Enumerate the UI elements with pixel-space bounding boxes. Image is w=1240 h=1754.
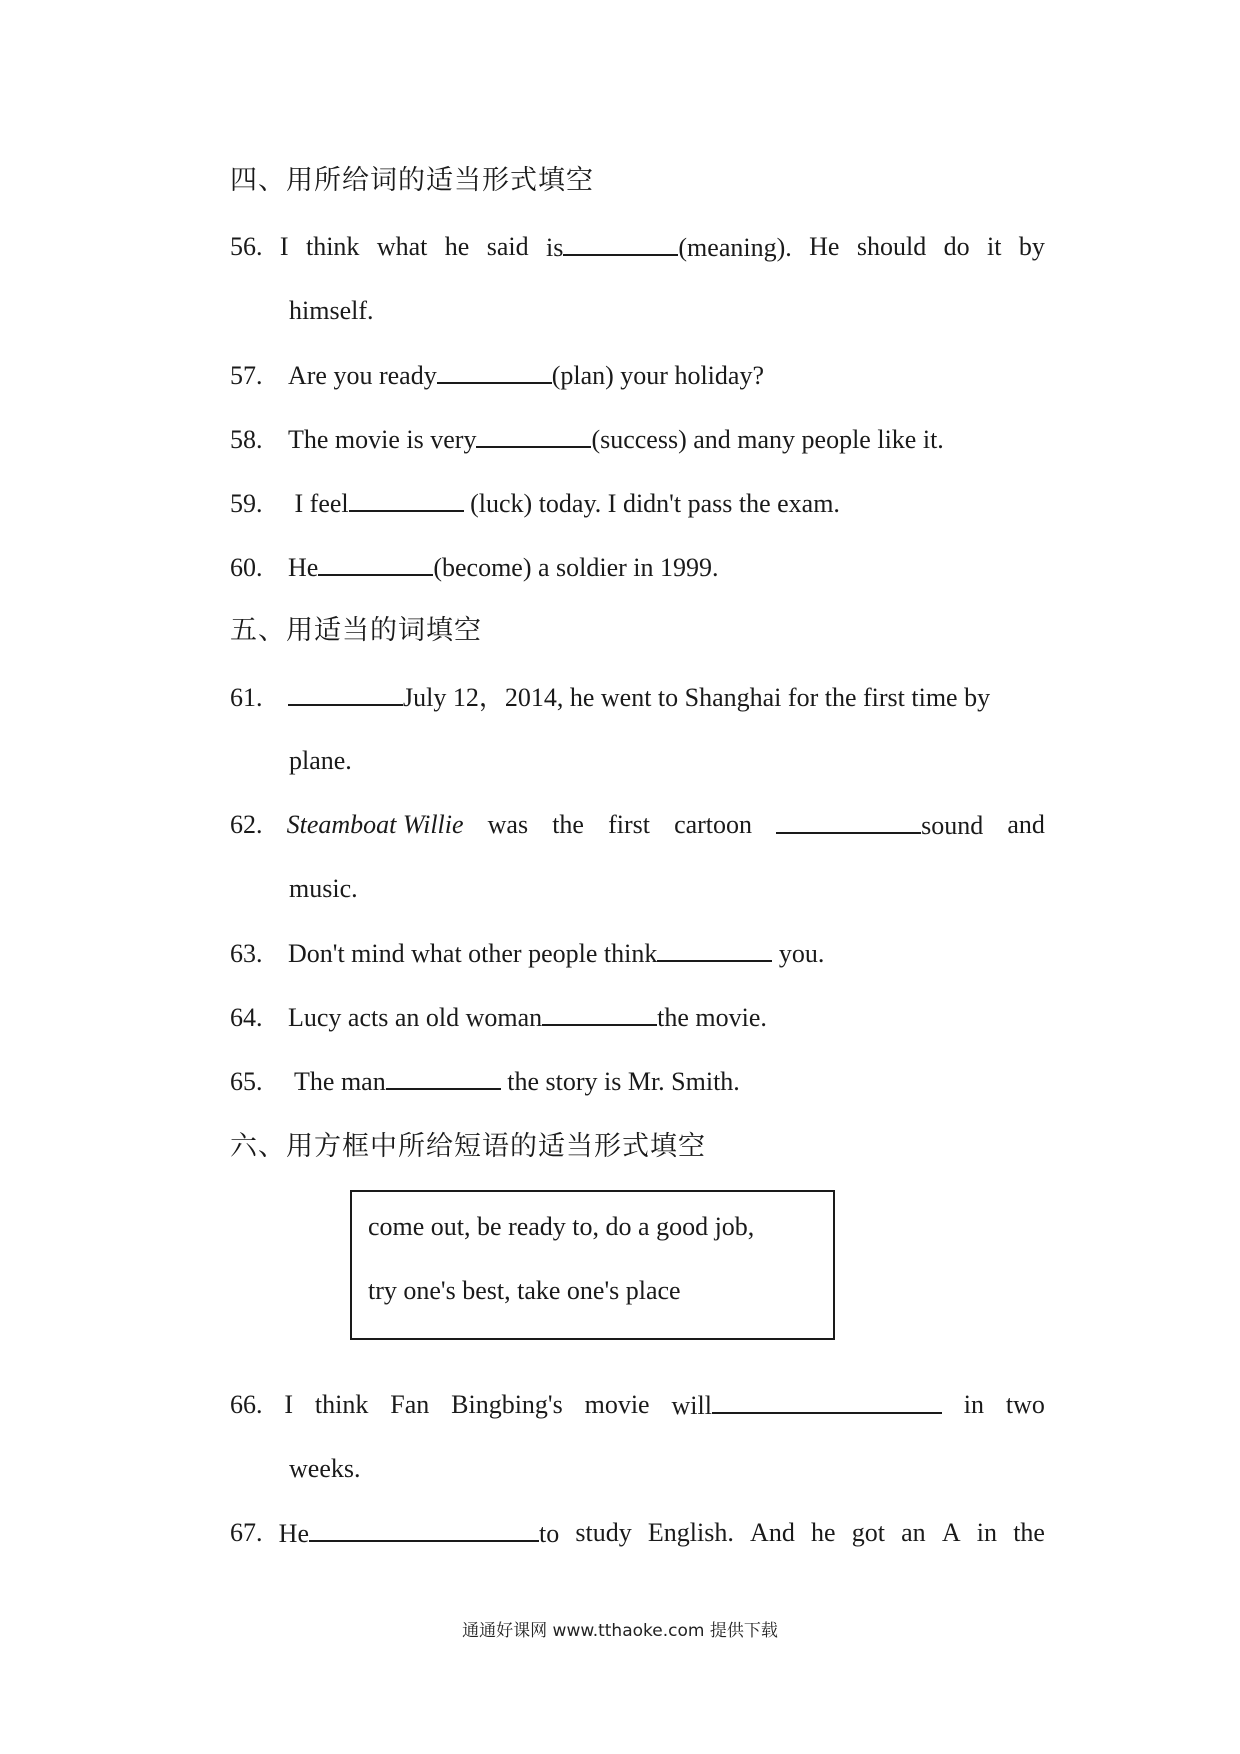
answer-blank[interactable] (712, 1388, 942, 1414)
question-65: 65. The man the story is Mr. Smith. (230, 1064, 740, 1099)
answer-blank[interactable] (776, 808, 921, 834)
question-number: 58. (230, 425, 263, 454)
question-number: 65. (230, 1067, 263, 1096)
question-67: 67. He to study English. And he got an A in the (230, 1516, 1045, 1551)
question-57: 57. Are you ready (plan) your holiday? (230, 358, 764, 393)
answer-blank[interactable] (437, 358, 552, 384)
section-heading-six: 六、用方框中所给短语的适当形式填空 (230, 1131, 706, 1162)
section-heading-four: 四、用所给词的适当形式填空 (230, 165, 594, 196)
question-64: 64. Lucy acts an old woman the movie. (230, 1000, 767, 1035)
question-58: 58. The movie is very (success) and many people like it. (230, 422, 944, 457)
question-63: 63. Don't mind what other people think you. (230, 936, 824, 971)
question-number: 56. (230, 232, 263, 261)
question-66-continuation: weeks. (289, 1454, 361, 1483)
answer-blank[interactable] (288, 680, 403, 706)
question-number: 66. (230, 1390, 263, 1419)
answer-blank[interactable] (542, 1000, 657, 1026)
question-number: 57. (230, 361, 263, 390)
answer-blank[interactable] (349, 486, 464, 512)
cartoon-title: Steamboat Willie (286, 810, 464, 839)
phrase-box (350, 1190, 835, 1340)
phrase-box-line-2: try one's best, take one's place (368, 1276, 681, 1305)
question-59: 59. I feel (luck) today. I didn't pass the exam. (230, 486, 840, 521)
question-number: 64. (230, 1003, 263, 1032)
answer-blank[interactable] (563, 230, 678, 256)
phrase-box-line-1: come out, be ready to, do a good job, (368, 1212, 755, 1241)
question-56-continuation: himself. (289, 296, 374, 325)
download-footer: 通通好课网 www.tthaoke.com 提供下载 (462, 1621, 778, 1641)
question-66: 66. I think Fan Bingbing's movie will in two (230, 1388, 1045, 1423)
question-number: 61. (230, 683, 263, 712)
answer-blank[interactable] (476, 422, 591, 448)
answer-blank[interactable] (657, 936, 772, 962)
answer-blank[interactable] (386, 1064, 501, 1090)
section-heading-five: 五、用适当的词填空 (230, 615, 482, 646)
answer-blank[interactable] (318, 550, 433, 576)
question-number: 63. (230, 939, 263, 968)
question-56: 56. I think what he said is (meaning). He should do it by (230, 230, 1045, 265)
answer-blank[interactable] (309, 1516, 539, 1542)
question-number: 59. (230, 489, 263, 518)
question-61: 61. July 12，2014, he went to Shanghai for the first time by (230, 680, 990, 715)
question-number: 60. (230, 553, 263, 582)
question-61-continuation: plane. (289, 746, 352, 775)
question-60: 60. He (become) a soldier in 1999. (230, 550, 719, 585)
question-number: 62. (230, 810, 263, 839)
question-62-continuation: music. (289, 874, 358, 903)
question-number: 67. (230, 1518, 263, 1547)
question-62: 62. Steamboat Willie was the first cartoon sound and (230, 808, 1045, 843)
